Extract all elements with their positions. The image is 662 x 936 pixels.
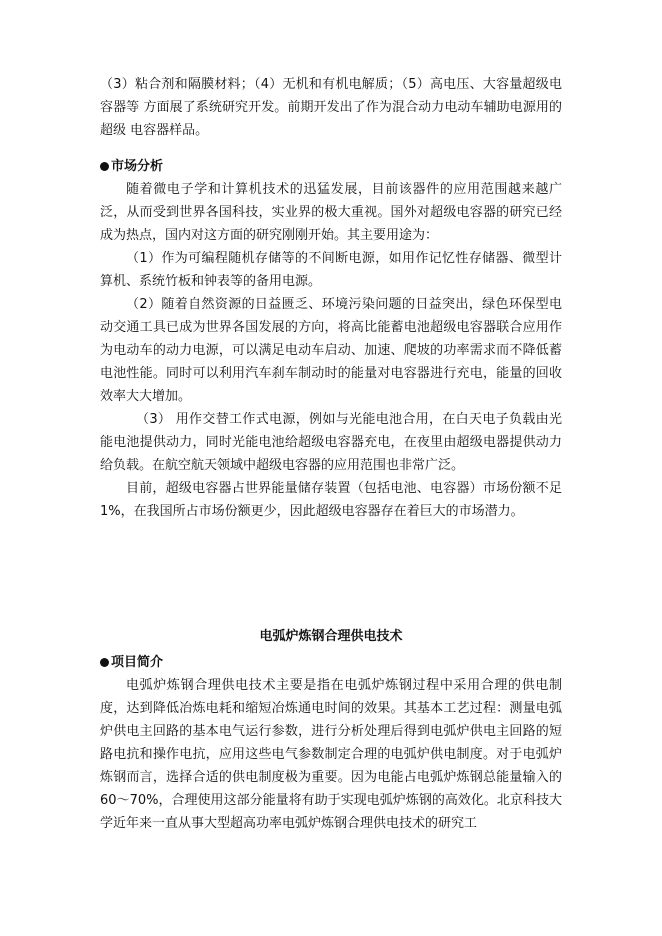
intro-paragraph: （3）粘合剂和隔膜材料；（4）无机和有机电解质；（5）高电压、大容量超级电容器等 方面展了系统研究开发。前期开发出了作为混合动力电动车辅助电源用的超级 电容器样品。 — [100, 77, 562, 138]
market-paragraph-1: 随着微电子学和计算机技术的迅猛发展，目前该器件的应用范围越来越广泛，从而受到世界各国科技，实业界的极大重视。国外对超级电容器的研究已经成为热点，国内对这方面的研究刚刚开始。其主要用途为： — [100, 182, 562, 243]
market-heading — [100, 155, 562, 178]
document-title: 电弧炉炼钢合理供电技术 — [259, 629, 403, 644]
market-heading-text: 市场分析 — [111, 159, 164, 174]
project-section — [100, 651, 562, 835]
market-paragraph-3: （2）随着自然资源的日益匮乏、环境污染问题的日益突出，绿色环保型电动交通工具已成为世界各国发展的方向，将高比能蓄电池超级电容器联合应用作为电动车的动力电源，可以满足电动车启动、加速、爬坡的功率需求而不降低蓄 电池性能。同时可以利用汽车刹车制动时的能量对电容器进行充电，能量的回收效率大大增加。 — [100, 297, 562, 404]
bullet-icon — [100, 162, 109, 171]
project-paragraph: 电弧炉炼钢合理供电技术主要是指在电弧炉炼钢过程中采用合理的供电制度，达到降低冶炼电耗和缩短冶炼通电时间的效果。其基本工艺过程：测量电弧炉供电主回路的基本电气运行参数，进行分析处理后得到电弧炉供电主回路的短路电抗和操作电抗，应用这些电气参数制定合理的电弧炉供电制度。对于电弧炉炼钢而言，选择合适的供电制度极为重要。因为电能占电弧炉炼钢总能量输入的 60～70%，合理使用这部分能量将有助于实现电弧炉炼钢的高效化。北京科技大学近年来一直从事大型超高功率电弧炉炼钢合理供电技术的研究工 — [100, 678, 562, 831]
market-paragraph-4: （3） 用作交替工作式电源，例如与光能电池合用，在白天电子负载由光能电池提供动力，同时光能电池给超级电容器充电，在夜里由超级电器提供动力 给负载。在航空航天领域中超级电容器的应用范围也非常广泛。 — [100, 412, 562, 473]
project-heading-text: 项目简介 — [111, 655, 164, 670]
intro-block — [100, 73, 562, 142]
market-section — [100, 155, 562, 523]
project-heading — [100, 651, 562, 674]
market-paragraph-5: 目前，超级电容器占世界能量储存装置（包括电池、电容器）市场份额不足 1%，在我国所占市场份额更少，因此超级电容器存在着巨大的市场潜力。 — [100, 481, 562, 519]
bullet-icon — [100, 658, 109, 667]
market-paragraph-2: （1）作为可编程随机存储等的不间断电源，如用作记忆性存储器、微型计算机、系统竹板和钟表等的备用电源。 — [100, 251, 562, 289]
